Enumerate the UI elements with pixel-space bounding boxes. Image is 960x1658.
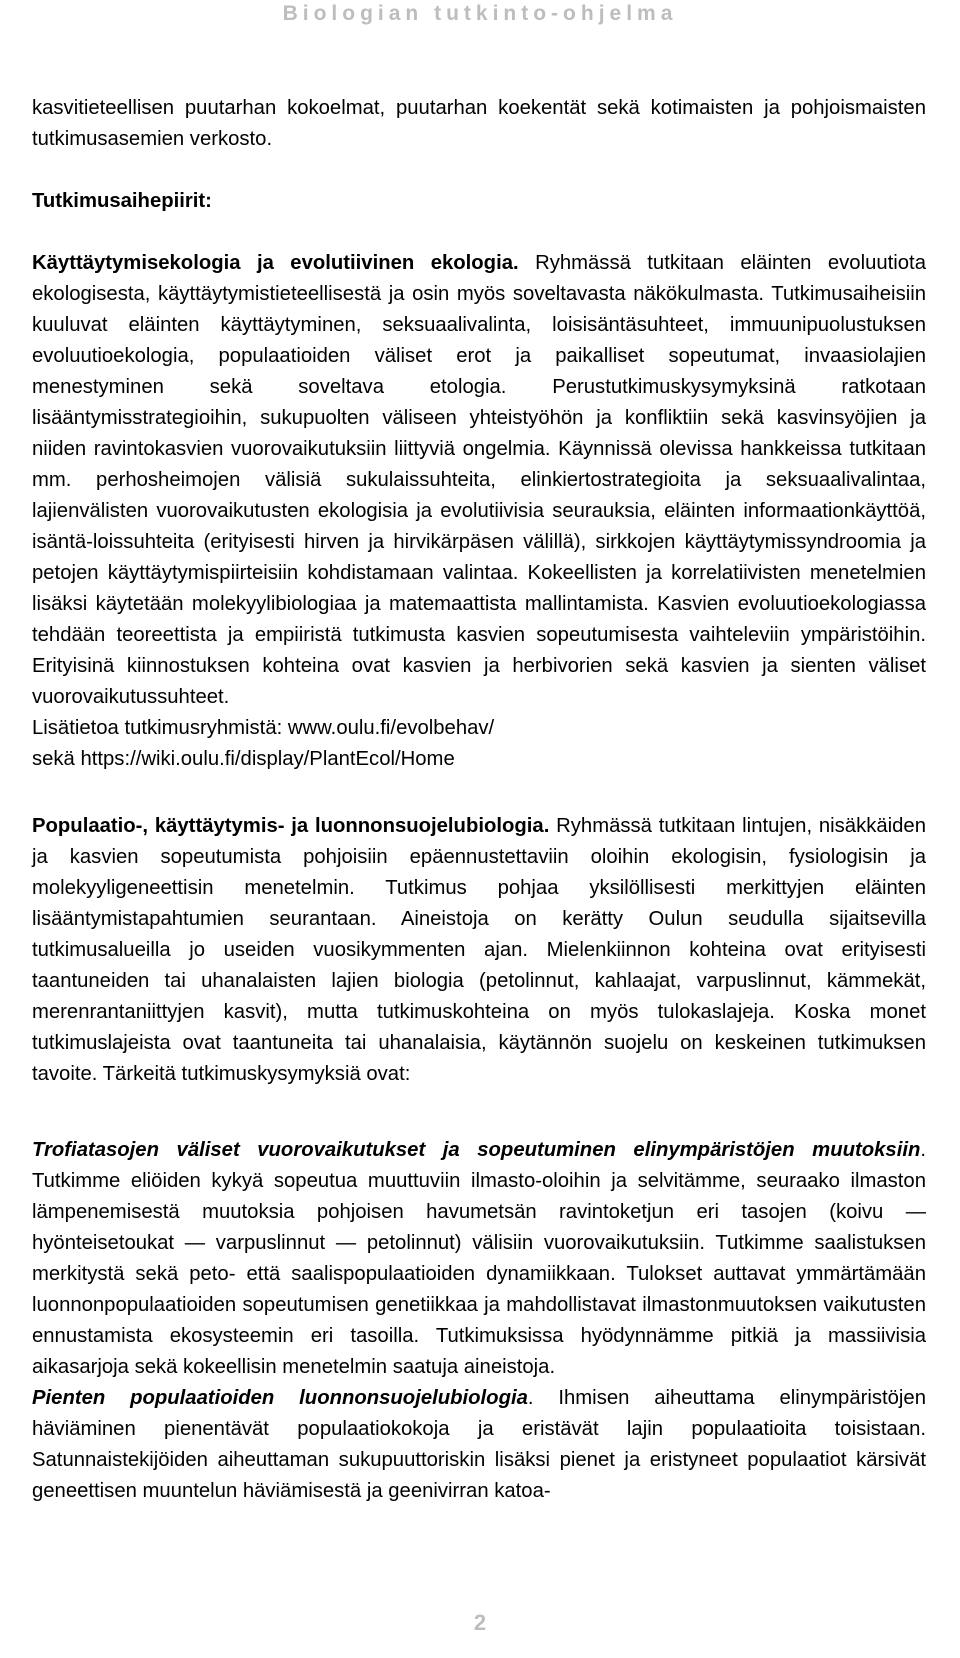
topic-trophic-interactions: Trofiatasojen väliset vuorovaikutukset ja sopeutuminen elinympäristöjen muutoksiin. Tutkimme eliöiden kykyä sopeutua muuttuviin ilmasto-oloihin ja selvitämme, seuraako ilmaston lämpenemisestä muutoksia pohjoisen havumetsän ravintoketjun eri tasojen (koivu — hyönteisetoukat — varpuslinnut — petolinnut) välisiin vuorovaikutuksiin. Tutkimme saalistuksen merkitystä sekä peto- että saalispopulaatioiden dynamiikkaan. Tulokset auttavat ymmärtämään luonnonpopulaatioiden sopeutumisen genetiikkaa ja mahdollistavat ilmastonmuutoksen vaikutusten ennustamista ekosysteemin eri tasoilla. Tutkimuksissa hyödynnämme pitkiä ja massiivisia aikasarjoja sekä kokeellisin menetelmin saatuja aineistoja. [32,1139,926,1378]
topic-text: Ryhmässä tutkitaan lintujen, nisäkkäiden ja kasvien sopeutumista pohjoisiin epäennustettaviin oloihin ekologisin, fysiologisin ja molekyyligeneettisin menetelmin. Tutkimus pohjaa yksilöllisesti merkittyjen eläinten lisääntymistapahtumien seurantaan. Aineistoja on kerätty Oulun seudulla sijaitsevilla tutkimusalueilla jo useiden vuosikymmenten ajan. Mielenkiinnon kohteina ovat erityisesti taantuneiden tai uhanalaisten lajien biologia (petolinnut, kahlaajat, varpuslinnut, kämmekät, merenrantaniittyjen kasvit), mutta tutkimuskohteina on myös tulokaslajeja. Koska monet tutkimuslajeista ovat taantuneita tai uhanalaisia, käytännön suojelu on keskeinen tutkimuksen tavoite. Tärkeitä tutkimuskysymyksiä ovat: [32,815,926,1085]
intro-paragraph: kasvitieteellisen puutarhan kokoelmat, puutarhan koekentät sekä kotimaisten ja pohjoismaisten tutkimusasemien verkosto. [32,97,926,150]
running-header: Biologian tutkinto-ohjelma [282,2,678,25]
topic-title: Trofiatasojen väliset vuorovaikutukset ja sopeutuminen elinympäristöjen muutoksiin [32,1139,921,1161]
document-body [32,93,926,1507]
topic-text: Ihmisen aiheuttama elinympäristöjen häviäminen pienentävät populaatiokokoja ja eristävät lajin populaatioita toisistaan. Satunnaistekijöiden aiheuttaman sukupuuttoriskin lisäksi pienet ja eristyneet populaatiot kärsivät geneettisen muuntelun häviämisestä ja geenivirran katoa- [32,1387,926,1502]
topic-population-biology: Populaatio-, käyttäytymis- ja luonnonsuojelubiologia. Ryhmässä tutkitaan lintujen, nisäkkäiden ja kasvien sopeutumista pohjoisiin epäennustettaviin oloihin ekologisin, fysiologisin ja molekyyligeneettisin menetelmin. Tutkimus pohjaa yksilöllisesti merkittyjen eläinten lisääntymistapahtumien seurantaan. Aineistoja on kerätty Oulun seudulla sijaitsevilla tutkimusalueilla jo useiden vuosikymmenten ajan. Mielenkiinnon kohteina ovat erityisesti taantuneiden tai uhanalaisten lajien biologia (petolinnut, kahlaajat, varpuslinnut, kämmekät, merenrantaniittyjen kasvit), mutta tutkimuskohteina on myös tulokaslajeja. Koska monet tutkimuslajeista ovat taantuneita tai uhanalaisia, käytännön suojelu on keskeinen tutkimuksen tavoite. Tärkeitä tutkimuskysymyksiä ovat: [32,815,926,1085]
section-heading: Tutkimusaihepiirit: [32,190,212,212]
topic-title: Pienten populaatioiden luonnonsuojelubiologia [32,1387,528,1409]
topic-title: Populaatio-, käyttäytymis- ja luonnonsuojelubiologia [32,815,544,837]
topic-text: Ryhmässä tutkitaan eläinten evoluutiota ekologisesta, käyttäytymistieteellisestä ja osin myös soveltavasta näkökulmasta. Tutkimusaiheisiin kuuluvat eläinten käyttäytyminen, seksuaalivalinta, loisisäntäsuhteet, immuunipuolustuksen evoluutioekologia, populaatioiden väliset erot ja paikalliset sopeutumat, invaasiolajien menestyminen sekä soveltava etologia. Perustutkimuskysymyksinä ratkotaan lisääntymisstrategioihin, sukupuolten väliseen yhteistyöhön ja konfliktiin sekä kasvinsyöjien ja niiden ravintokasvien vuorovaikutuksiin liittyviä ongelmia. Käynnissä olevissa hankkeissa tutkitaan mm. perhosheimojen välisiä sukulaissuhteita, elinkiertostrategioita ja seksuaalivalintaa, lajienvälisten vuorovaikutusten ekologisia ja evolutiivisia seurauksia, eläinten informaationkäyttöä, isäntä-loissuhteita (erityisesti hirven ja hirvikärpäsen välillä), sirkkojen käyttäytymissyndroomia ja petojen käyttäytymispiirteisiin kohdistamaan valintaa. Kokeellisten ja korrelatiivisten menetelmien lisäksi käytetään molekyylibiologiaa ja matemaattista mallintamista. Kasvien evoluutioekologiassa tehdään teoreettista ja empiiristä tutkimusta kasvien sopeutumisesta vaihteleviin ympäristöihin. Erityisinä kiinnostuksen kohteina ovat kasvien ja herbivorien sekä kasvien ja sienten väliset vuorovaikutussuhteet. [32,252,926,708]
topic-behavioural-ecology: Käyttäytymisekologia ja evolutiivinen ekologia. Ryhmässä tutkitaan eläinten evoluutiota ekologisesta, käyttäytymistieteellisestä ja osin myös soveltavasta näkökulmasta. Tutkimusaiheisiin kuuluvat eläinten käyttäytyminen, seksuaalivalinta, loisisäntäsuhteet, immuunipuolustuksen evoluutioekologia, populaatioiden väliset erot ja paikalliset sopeutumat, invaasiolajien menestyminen sekä soveltava etologia. Perustutkimuskysymyksinä ratkotaan lisääntymisstrategioihin, sukupuolten väliseen yhteistyöhön ja konfliktiin sekä kasvinsyöjien ja niiden ravintokasvien vuorovaikutuksiin liittyviä ongelmia. Käynnissä olevissa hankkeissa tutkitaan mm. perhosheimojen välisiä sukulaissuhteita, elinkiertostrategioita ja seksuaalivalintaa, lajienvälisten vuorovaikutusten ekologisia ja evolutiivisia seurauksia, eläinten informaationkäyttöä, isäntä-loissuhteita (erityisesti hirven ja hirvikärpäsen välillä), sirkkojen käyttäytymissyndroomia ja petojen käyttäytymispiirteisiin kohdistamaan valintaa. Kokeellisten ja korrelatiivisten menetelmien lisäksi käytetään molekyylibiologiaa ja matemaattista mallintamista. Kasvien evoluutioekologiassa tehdään teoreettista ja empiiristä tutkimusta kasvien sopeutumisesta vaihteleviin ympäristöihin. Erityisinä kiinnostuksen kohteina ovat kasvien ja herbivorien sekä kasvien ja sienten väliset vuorovaikutussuhteet. [32,252,926,708]
topic-text: Tutkimme eliöiden kykyä sopeutua muuttuviin ilmasto-oloihin ja selvitämme, seuraako ilmaston lämpenemisestä muutoksia pohjoisen havumetsän ravintoketjun eri tasojen (koivu — hyönteisetoukat — varpuslinnut — petolinnut) välisiin vuorovaikutuksiin. Tutkimme saalistuksen merkitystä sekä peto- että saalispopulaatioiden dynamiikkaan. Tulokset auttavat ymmärtämään luonnonpopulaatioiden sopeutumisen genetiikkaa ja mahdollistavat ilmastonmuutoksen vaikutusten ennustamista ekosysteemin eri tasoilla. Tutkimuksissa hyödynnämme pitkiä ja massiivisia aikasarjoja sekä kokeellisin menetelmin saatuja aineistoja. [32,1170,926,1378]
topic-small-populations: Pienten populaatioiden luonnonsuojelubiologia. Ihmisen aiheuttama elinympäristöjen häviäminen pienentävät populaatiokokoja ja eristävät lajin populaatioita toisistaan. Satunnaistekijöiden aiheuttaman sukupuuttoriskin lisäksi pienet ja eristyneet populaatiot kärsivät geneettisen muuntelun häviämisestä ja geenivirran katoa- [32,1387,926,1502]
research-groups-link-line: Lisätietoa tutkimusryhmistä: www.oulu.fi/evolbehav/ [32,717,495,739]
topic-title: Käyttäytymisekologia ja evolutiivinen ekologia [32,252,513,274]
page-number: 2 [473,1610,487,1635]
plant-ecology-link-line: sekä https://wiki.oulu.fi/display/PlantEcol/Home [32,748,455,770]
